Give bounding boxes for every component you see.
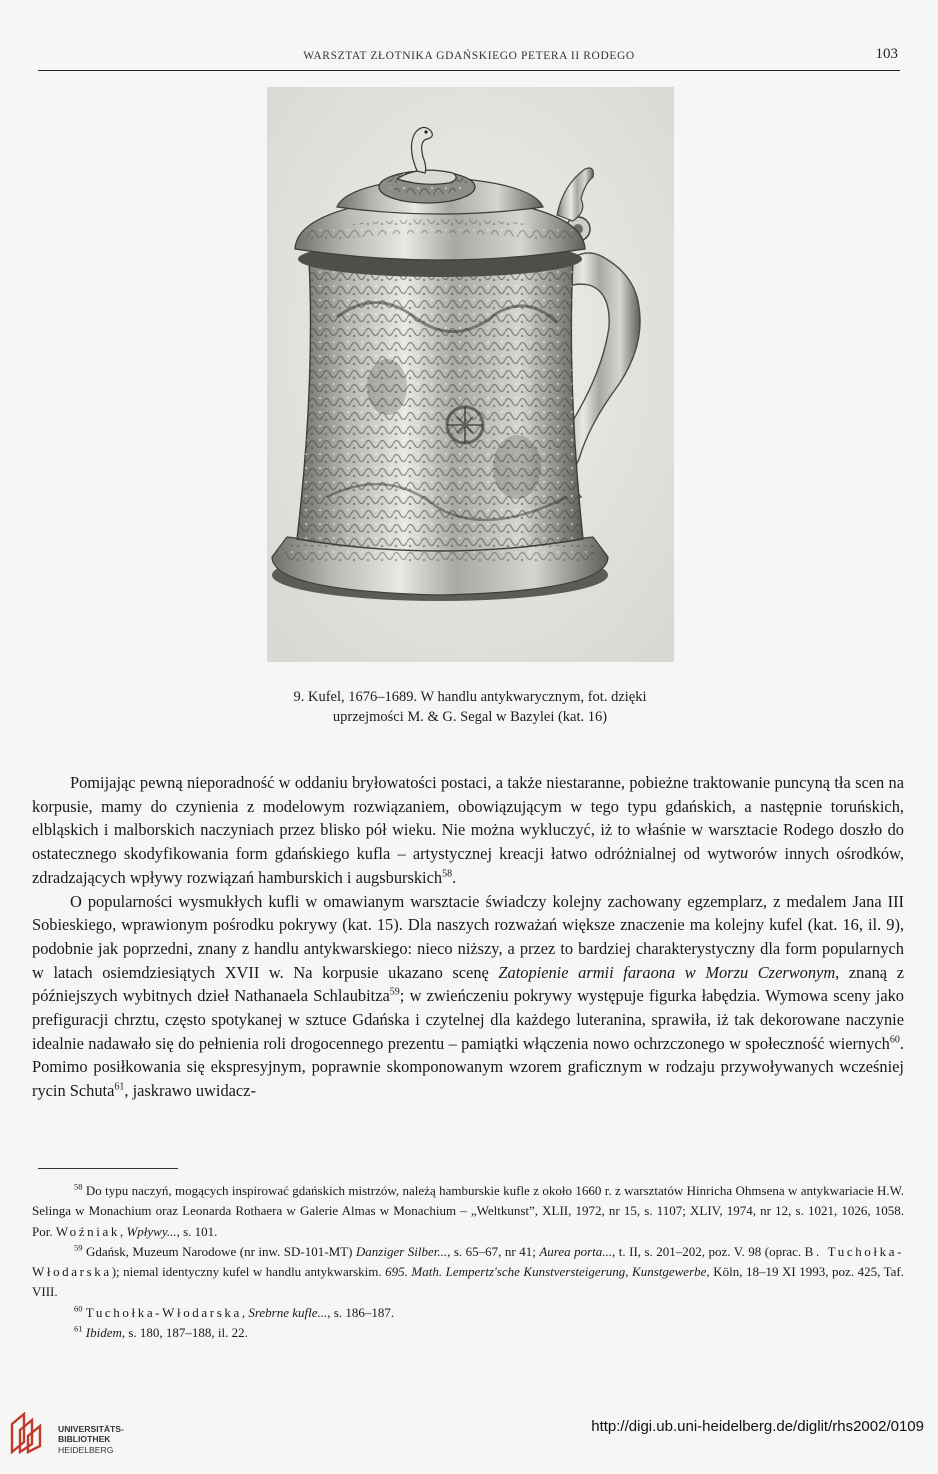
- footnote-number: 60: [74, 1303, 83, 1314]
- footnote-number: 59: [74, 1242, 83, 1253]
- paragraph-1: [32, 771, 904, 890]
- footnote-number: 58: [74, 1181, 83, 1192]
- source-url-link[interactable]: http://digi.ub.uni-heidelberg.de/diglit/rhs2002/0109: [591, 1418, 924, 1435]
- footnote-ref-59: 59: [389, 986, 400, 998]
- footnote-text: ,: [241, 1304, 249, 1320]
- library-logo: [8, 1412, 168, 1464]
- page-number: 103: [875, 46, 898, 62]
- library-logo-text: [58, 1424, 124, 1455]
- logo-line-2: BIBLIOTHEK: [58, 1434, 111, 1445]
- paragraph-1-end: .: [452, 867, 457, 887]
- caption-line-1: 9. Kufel, 1676–1689. W handlu antykwarycznym, fot. dzięki: [293, 689, 647, 705]
- caption-line-2: uprzejmości M. & G. Segal w Bazylei (kat. 16): [332, 709, 608, 725]
- paragraph-1-text: Pomijając pewną nieporadność w oddaniu bryłowatości postaci, a także niestaranne, pobieżne traktowanie puncyną tła scen na korpusie, mamy do czynienia z modelowym rozwiązaniem, obowiązującym w tego typu gdańskich, a następnie toruńskich, elbląskich i malborskich naczyniach przez blisko pół wieku. Nie można wykluczyć, iż to właśnie w warsztacie Rodego doszło do ostatecznego skodyfikowania form gdańskiego kufla – artystycznej kreacji łatwo odróżnialnej od wytworów innych ośrodków, zdradzających wpływy rozwiązań hamburskich i augsburskich: [32, 773, 904, 887]
- footnote-text: , t. II, s. 201–202, poz. V. 98 (oprac.: [612, 1243, 805, 1259]
- paragraph-2: [32, 890, 904, 1103]
- footnote-text: , s. 186–187.: [327, 1304, 395, 1320]
- logo-line-1: UNIVERSITÄTS-: [58, 1424, 124, 1434]
- footnote-text: ); niemal identyczny kufel w handlu antykwarskim.: [111, 1264, 386, 1280]
- footnote-58: [32, 1181, 904, 1242]
- running-head: [38, 46, 900, 71]
- footnote-title: Ibidem: [85, 1325, 122, 1341]
- tankard-illustration: [267, 87, 674, 662]
- paragraph-2-text-b: , znaną z późniejszych wybitnych dzieł Nathanaela Schlaubitza: [32, 962, 904, 1006]
- footnote-ref-60: 60: [889, 1034, 900, 1046]
- footnote-author: Woźniak: [55, 1223, 120, 1239]
- figure-photo-tankard: [267, 87, 674, 662]
- footnote-author: B. Tuchołka-Włodarska: [32, 1243, 905, 1280]
- logo-line-3: HEIDELBERG: [58, 1444, 114, 1455]
- footnote-text: , s. 101.: [176, 1223, 218, 1239]
- paragraph-2-text-d: . Pomimo posiłkowania się ekspresyjnym, poprawnie skomponowanym wzorem graficznym w rodzaju przywoływanych wcześniej rycin Schuta: [32, 1033, 904, 1101]
- footnote-ref-61: 61: [114, 1081, 125, 1093]
- footnote-title: Wpływy...: [126, 1223, 177, 1239]
- footnote-text: Gdańsk, Muzeum Narodowe (nr inw. SD-101-MT): [82, 1243, 356, 1259]
- paragraph-2-text-e: , jaskrawo uwidacz-: [124, 1081, 256, 1101]
- running-title: WARSZTAT ZŁOTNIKA GDAŃSKIEGO PETERA II RODEGO: [303, 50, 635, 62]
- footnote-text: , s. 180, 187–188, il. 22.: [121, 1325, 248, 1341]
- footnote-text: Do typu naczyń, mogących inspirować gdańskich mistrzów, należą hamburskie kufle z około 1660 r. z warsztatów Hinricha Ohmsena w antykwariacie H.W. Selinga w Monachium oraz Leonarda Rothaera w Galerie Almas w Monachium – „Weltkunst”, XLII, 1972, nr 15, s. 1107; XLIV, 1974, nr 12, s. 1021, 1026, 1058. Por.: [32, 1183, 904, 1239]
- footnote-text: ,: [119, 1223, 127, 1239]
- figure-caption: [200, 687, 740, 727]
- paragraph-2-text-a: O popularności wysmukłych kufli w omawianym warsztacie świadczy kolejny zachowany egzemplarz, z medalem Jana III Sobieskiego, wprawionym pośrodku pokrywy (kat. 15). Dla naszych rozważań większe znaczenie ma kolejny kufel (kat. 16, il. 9), podobnie jak poprzedni, znany z handlu antykwarskiego: nieco niższy, a przez to bardziej charakterystyczny dla form popularnych w latach osiemdziesiątych XVII w. Na korpusie ukazano scenę: [32, 891, 904, 982]
- library-logo-icon: [8, 1412, 48, 1456]
- footnote-text: , s. 65–67, nr 41;: [447, 1243, 540, 1259]
- footnote-title: Danziger Silber...: [355, 1243, 448, 1259]
- footnote-title: 695. Math. Lempertz'sche Kunstversteigerung, Kunstgewerbe: [385, 1264, 707, 1280]
- footnote-61: [32, 1323, 904, 1343]
- paragraph-2-text-c: ; w zwieńczeniu pokrywy występuje figurka łabędzia. Wymowa sceny jako prefiguracji chrztu, często spotykanej w sztuce Gdańska i czytelnej dla każdego luteranina, sprawiła, iż tak dekorowane naczynie idealnie nadawało się do pełnienia roli drogocennego prezentu – pamiątki włączenia nowo ochrzczonego w społeczność wiernych: [32, 986, 904, 1053]
- footnote-number: 61: [74, 1323, 83, 1334]
- footnote-title: Srebrne kufle...: [248, 1304, 328, 1320]
- artwork-title: Zatopienie armii faraona w Morzu Czerwonym: [498, 962, 836, 982]
- footnote-title: Aurea porta...: [539, 1243, 613, 1259]
- footnote-text: , Köln, 18–19 XI 1993, poz. 425, Taf. VIII.: [32, 1264, 904, 1300]
- footnote-author: Tuchołka-Włodarska: [85, 1304, 242, 1320]
- body-text: [32, 771, 904, 1103]
- footnote-ref-58: 58: [442, 868, 453, 880]
- footnote-60: [32, 1303, 904, 1323]
- footnote-divider: [38, 1168, 178, 1169]
- footnotes: [32, 1181, 904, 1343]
- footnote-59: [32, 1242, 904, 1303]
